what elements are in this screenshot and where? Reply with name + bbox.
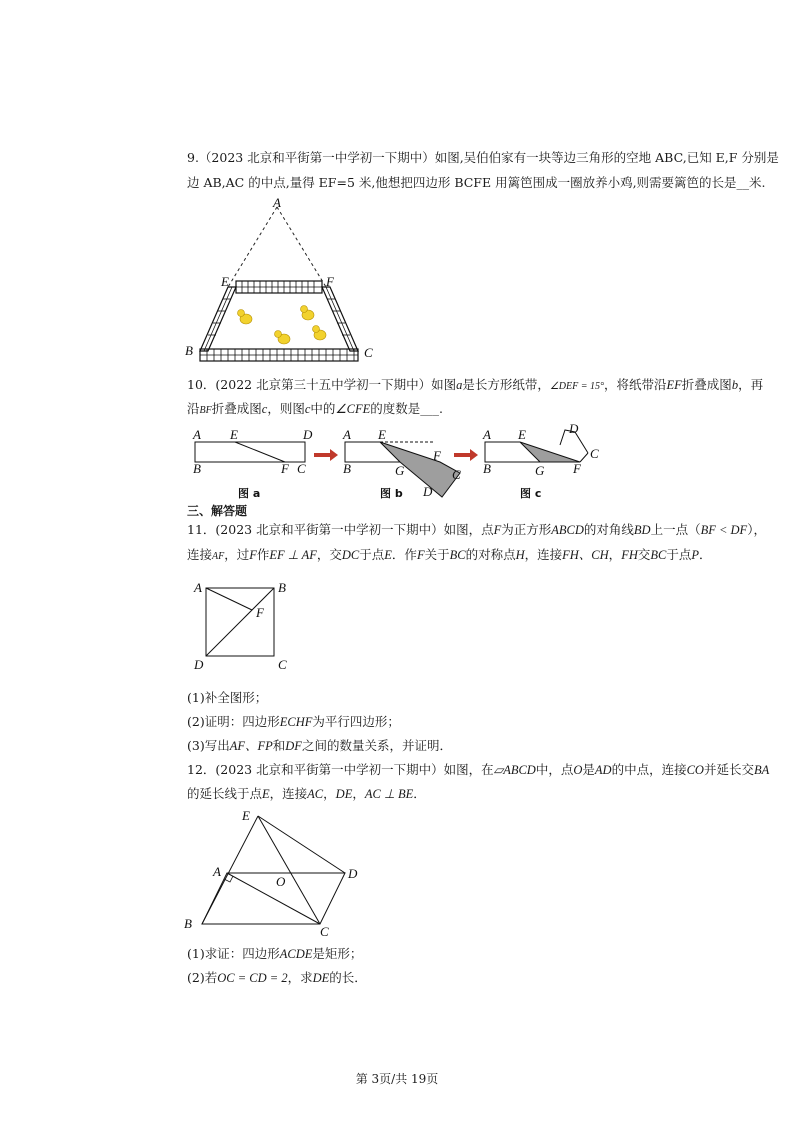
q11-sub2: (2)证明：四边形ECHF为平行四边形； [187,714,400,729]
arrow-icon [454,449,478,461]
svg-text:G: G [535,463,545,478]
svg-text:C: C [590,446,599,461]
svg-text:O: O [276,874,286,889]
page-footer: 第 3页/共 19页 [355,1072,439,1086]
q12-text-line2: 的延长线于点E，连接AC，DE，AC ⊥ BE． [187,786,426,801]
q9-text-line1: 9.（2023 北京和平街第一中学初一下期中）如图,吴伯伯家有一块等边三角形的空地 ABC,已知 E,F 分别是 [187,150,779,165]
q9-label-E: E [221,274,229,289]
q10-caption-c: 图 c [520,487,542,500]
svg-text:E: E [378,427,386,442]
q10-text-line2: 沿BF折叠成图c，则图c中的∠CFE的度数是___. [187,401,443,416]
q10-text-line1: 10．(2022 北京第三十五中学初一下期中）如图a是长方形纸带，∠DEF = 15°，将纸带沿EF折叠成图b，再 [187,377,764,392]
q9-label-B: B [185,343,193,358]
q9-figure [180,195,380,365]
svg-text:D: D [194,657,204,672]
q11-sub3: (3)写出AF、FP和DF之间的数量关系，并证明． [187,738,452,753]
q10-figures [190,421,610,505]
q9-label-A: A [273,195,281,210]
svg-text:A: A [213,864,221,879]
svg-text:E: E [242,808,250,823]
svg-text:C: C [320,924,329,939]
svg-text:A: A [483,427,491,442]
svg-text:B: B [193,461,201,476]
arrow-icon [314,449,338,461]
q10-fig-c [482,421,599,478]
q11-figure [190,580,300,675]
svg-text:B: B [343,461,351,476]
q9-label-C: C [364,345,373,360]
svg-text:C: C [278,657,287,672]
svg-text:D: D [348,866,358,881]
svg-text:B: B [184,916,192,931]
svg-text:C: C [297,461,306,476]
svg-text:F: F [433,448,441,463]
q12-sub2: (2)若OC = CD = 2，求DE的长． [187,970,367,985]
q11-text-line2: 连接AF，过F作EF ⊥ AF，交DC于点E．作F关于BC的对称点H，连接FH、CH，FH交BC于点P． [187,547,712,562]
q10-caption-b: 图 b [380,487,403,500]
q10-caption-a: 图 a [238,487,261,500]
svg-text:G: G [395,463,405,478]
svg-text:D: D [303,427,313,442]
q11-sub1: (1)补全图形； [187,690,268,705]
svg-text:A: A [343,427,351,442]
q12-text-line1: 12．(2023 北京和平街第一中学初一下期中）如图，在▱ABCD中，点O是AD的中点，连接CO并延长交BA [187,762,770,777]
svg-text:F: F [573,461,581,476]
svg-text:F: F [256,605,264,620]
q12-sub1: (1)求证：四边形ACDE是矩形； [187,946,363,961]
svg-text:D: D [423,484,433,499]
q10-fig-a [192,427,313,476]
svg-text:C: C [452,467,461,482]
svg-text:E: E [230,427,238,442]
svg-text:F: F [281,461,289,476]
q9-label-F: F [326,274,334,289]
svg-text:D: D [569,421,579,436]
q11-text-line1: 11．(2023 北京和平街第一中学初一下期中）如图，点F为正方形ABCD的对角线BD上一点（BF < DF）， [187,522,766,537]
chick-icons [238,306,327,345]
svg-text:A: A [193,427,201,442]
svg-text:B: B [278,580,286,595]
svg-text:A: A [194,580,202,595]
svg-text:B: B [483,461,491,476]
svg-text:E: E [518,427,526,442]
q9-text-line2: 边 AB,AC 的中点,量得 EF=5 米,他想把四边形 BCFE 用篱笆围成一圈放养小鸡,则需要篱笆的长是__米. [187,175,766,190]
section-title: 三、解答题 [187,504,248,518]
q12-figure [180,808,370,938]
